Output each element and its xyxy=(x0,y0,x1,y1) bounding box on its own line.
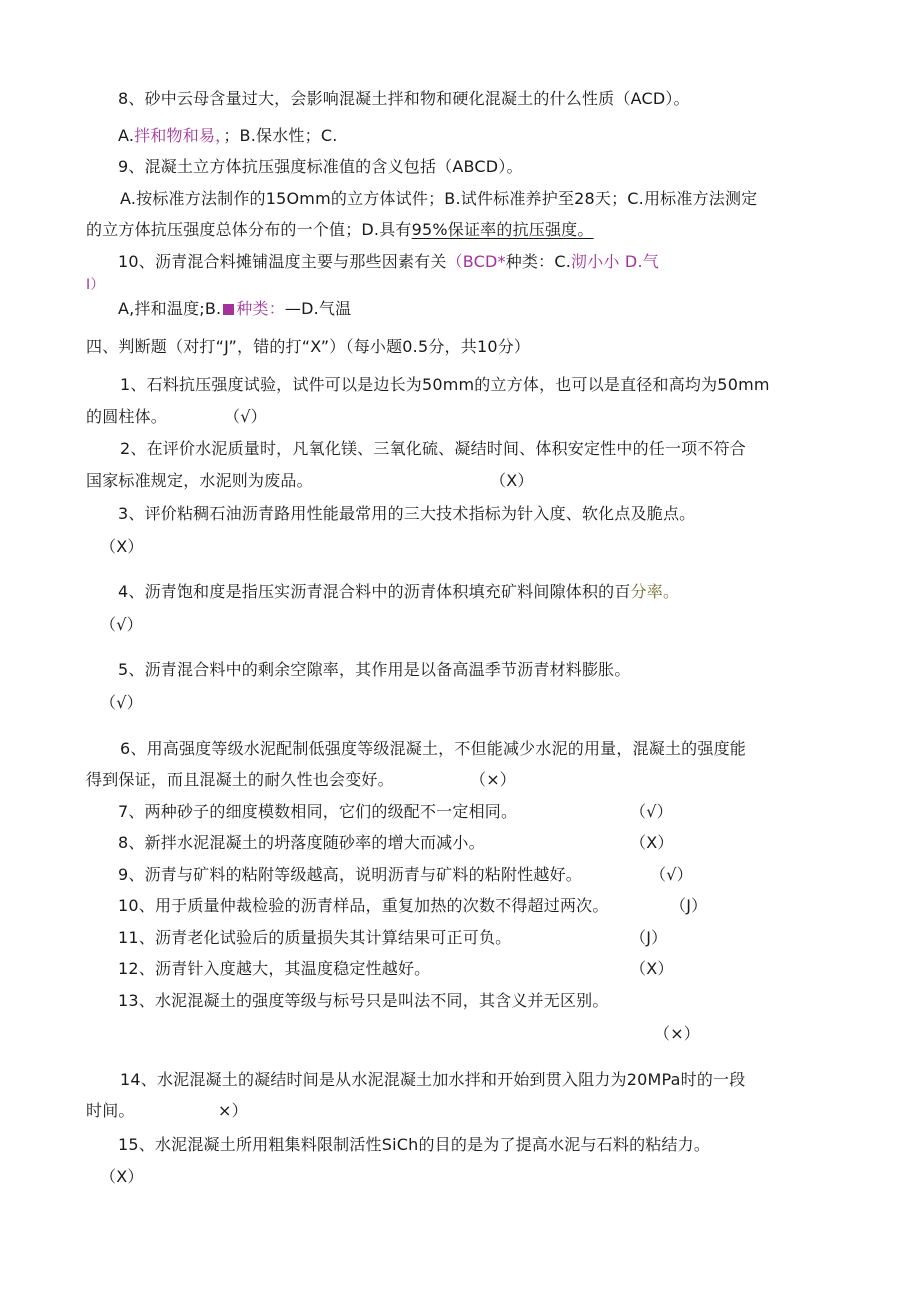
j7-text: 7、两种砂子的细度模数相同，它们的级配不一定相同。 xyxy=(118,802,518,821)
q10-stem-colored: （BCD* xyxy=(446,252,506,271)
j8-mark: （X） xyxy=(630,833,674,852)
j1-mark: （√） xyxy=(224,407,267,426)
j11-mark: （J） xyxy=(630,928,668,947)
q8-options xyxy=(118,125,337,147)
j3-mark: （X） xyxy=(100,537,144,556)
j2-line1: 2、在评价水泥质量时，凡氧化镁、三氧化硫、凝结时间、体积安定性中的任一项不符合 xyxy=(120,439,746,458)
j1-line1: 1、石料抗压强度试验，试件可以是边长为50mm的立方体，也可以是直径和高均为50mm xyxy=(120,375,770,394)
j4-mark: （√） xyxy=(100,615,143,634)
j6-mark: （×） xyxy=(470,770,517,789)
j14-line1: 14、水泥混凝土的凝结时间是从水泥混凝土加水拌和开始到贯入阻力为20MPa时的一段 xyxy=(120,1070,746,1089)
q10-opts-colored: 种类： xyxy=(236,299,285,318)
q10-stem-mid: 种类：C. xyxy=(505,252,572,271)
q10-stem-colored2: 沏小小 D.气 xyxy=(571,252,659,271)
q10-opts-prefix: A,拌和温度;B. xyxy=(118,299,222,318)
j2-mark: （X） xyxy=(490,471,534,490)
section4-heading: 四、判断题（对打“J”，错的打“X”）（每小题0.5分，共10分） xyxy=(86,337,531,356)
j4-text: 4、沥青饱和度是指压实沥青混合料中的沥青体积填充矿料间隙体积的百 xyxy=(118,582,631,601)
j10-text: 10、用于质量仲裁检验的沥青样品，重复加热的次数不得超过两次。 xyxy=(118,896,609,915)
j4-text-colored: 分率。 xyxy=(630,582,680,601)
q9-line2 xyxy=(86,219,594,241)
q10-stem-cont: I） xyxy=(86,277,105,293)
j14-line2: 时间。 xyxy=(86,1101,135,1120)
j7-mark: （√） xyxy=(630,802,673,821)
j3-line1: 3、评价粘稠石油沥青路用性能最常用的三大技术指标为针入度、软化点及脆点。 xyxy=(118,504,696,523)
j14-mark: ×） xyxy=(218,1101,248,1120)
j13-text: 13、水泥混凝土的强度等级与标号只是叫法不同，其含义并无区别。 xyxy=(118,991,609,1010)
j15-mark: （X） xyxy=(100,1167,144,1186)
q9-line2-underlined: 95%保证率的抗压强度。 xyxy=(411,220,594,239)
q8-opt-rest: ；B.保水性；C. xyxy=(223,126,338,145)
q10-opts-rest: —D.气温 xyxy=(284,299,352,318)
j4-line1 xyxy=(118,581,679,603)
j12-text: 12、沥青针入度越大，其温度稳定性越好。 xyxy=(118,959,431,978)
q10-options xyxy=(118,298,351,320)
j9-text: 9、沥青与矿料的粘附等级越高，说明沥青与矿料的粘附性越好。 xyxy=(118,865,582,884)
j6-line1: 6、用高强度等级水泥配制低强度等级混凝土，不但能减少水泥的用量，混凝土的强度能 xyxy=(120,739,746,758)
square-marker-icon xyxy=(223,304,234,315)
j5-mark: （√） xyxy=(100,693,143,712)
j2-line2: 国家标准规定，水泥则为废品。 xyxy=(86,471,313,490)
q9-line1: A.按标准方法制作的15Omm的立方体试件；B.试件标准养护至28天；C.用标准方法测定 xyxy=(120,189,758,208)
j6-line2: 得到保证，而且混凝土的耐久性也会变好。 xyxy=(86,770,394,789)
j5-line1: 5、沥青混合料中的剩余空隙率，其作用是以备高温季节沥青材料膨胀。 xyxy=(118,660,631,679)
j13-mark: （×） xyxy=(654,1024,701,1043)
q8-stem: 8、砂中云母含量过大，会影响混凝土拌和物和硬化混凝土的什么性质（ACD）。 xyxy=(118,89,690,108)
j11-text: 11、沥青老化试验后的质量损失其计算结果可正可负。 xyxy=(118,928,512,947)
j9-mark: （√） xyxy=(650,865,693,884)
q9-line2-plain: 的立方体抗压强度总体分布的一个值；D.具有 xyxy=(86,220,412,239)
j1-line2: 的圆柱体。 xyxy=(86,407,168,426)
q10-stem-text: 10、沥青混合料摊铺温度主要与那些因素有关 xyxy=(118,252,447,271)
q10-stem xyxy=(118,251,659,273)
q8-opt-a-prefix: A. xyxy=(118,126,135,145)
j15-line1: 15、水泥混凝土所用粗集料限制活性SiCh的目的是为了提高水泥与石料的粘结力。 xyxy=(118,1135,711,1154)
j10-mark: （J） xyxy=(670,896,708,915)
q9-stem: 9、混凝土立方体抗压强度标准值的含义包括（ABCD）。 xyxy=(118,157,523,176)
q8-opt-a-text: 拌和物和易， xyxy=(134,126,224,145)
j12-mark: （X） xyxy=(630,959,674,978)
j8-text: 8、新拌水泥混凝土的坍落度随砂率的增大而减小。 xyxy=(118,833,485,852)
